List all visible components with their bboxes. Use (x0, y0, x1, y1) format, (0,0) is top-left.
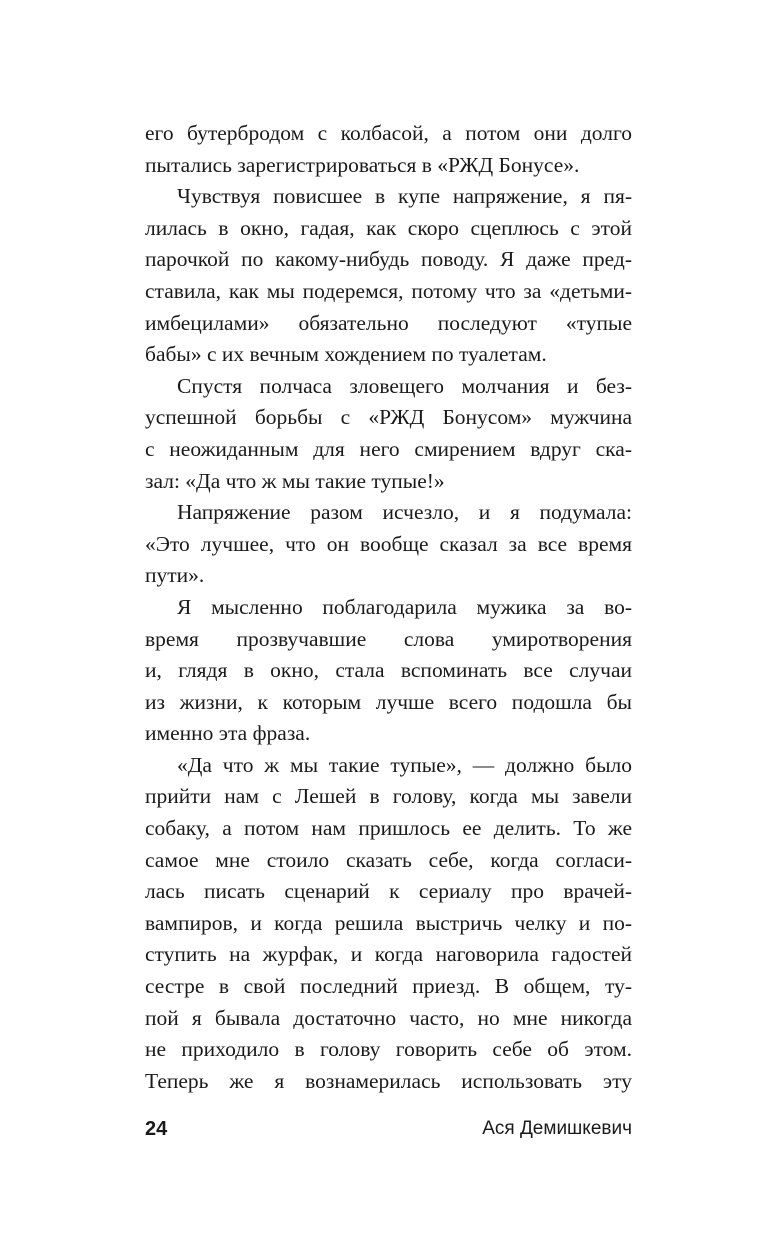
page-number: 24 (145, 1118, 168, 1140)
text-line: собаку, а потом нам пришлось ее делить. То же (145, 816, 632, 841)
text-line: пой я бывала достаточно часто, но мне никогда (145, 1005, 632, 1030)
text-line: «Это лучшее, что он вообще сказал за все время (145, 531, 632, 556)
text-line: парочкой по какому-нибудь поводу. Я даже пред- (145, 247, 632, 272)
text-line: вампиров, и когда решила выстричь челку и по- (145, 910, 632, 935)
text-line: прийти нам с Лешей в голову, когда мы завели (145, 784, 632, 809)
text-line: самое мне стоило сказать себе, когда согласи- (145, 847, 632, 872)
text-line: именно эта фраза. (145, 721, 311, 746)
text-line: пытались зарегистрироваться в «РЖД Бонусе». (145, 152, 580, 177)
text-line: сестре в свой последний приезд. В общем, ту- (145, 974, 632, 999)
text-line: Напряжение разом исчезло, и я подумала: (177, 500, 632, 525)
text-line: Чувствуя повисшее в купе напряжение, я пя- (177, 184, 632, 209)
text-line: лилась в окно, гадая, как скоро сцеплюсь с этой (145, 215, 632, 240)
text-line: не приходило в голову говорить себе об этом. (145, 1037, 632, 1062)
text-line: Спустя полчаса зловещего молчания и без- (177, 373, 632, 398)
text-line: из жизни, к которым лучше всего подошла бы (145, 689, 632, 714)
text-line: ступить на журфак, и когда наговорила гадостей (145, 942, 632, 967)
text-line: его бутербродом с колбасой, а потом они долго (145, 121, 632, 145)
text-line: Теперь же я вознамерилась использовать эту (145, 1068, 632, 1093)
page-footer (145, 1118, 632, 1148)
text-line: бабы» с их вечным хождением по туалетам. (145, 342, 547, 367)
text-line: «Да что ж мы такие тупые», — должно было (177, 752, 632, 777)
text-line: лась писать сценарий к сериалу про врачей- (145, 879, 632, 904)
text-line: время прозвучавшие слова умиротворения (145, 626, 632, 651)
text-line: зал: «Да что ж мы такие тупые!» (145, 468, 445, 493)
text-line: пути». (145, 563, 205, 588)
text-line: и, глядя в окно, стала вспоминать все случаи (145, 658, 632, 683)
text-line: имбецилами» обязательно последуют «тупые (145, 310, 632, 335)
text-line: Я мысленно поблагодарила мужика за во- (177, 594, 632, 619)
running-author: Ася Демишкевич (482, 1118, 632, 1139)
body-text (145, 118, 632, 1097)
text-line: успешной борьбы с «РЖД Бонусом» мужчина (145, 405, 632, 430)
text-line: с неожиданным для него смирением вдруг ска- (145, 436, 632, 461)
text-line: ставила, как мы подеремся, потому что за «детьми- (145, 278, 632, 303)
